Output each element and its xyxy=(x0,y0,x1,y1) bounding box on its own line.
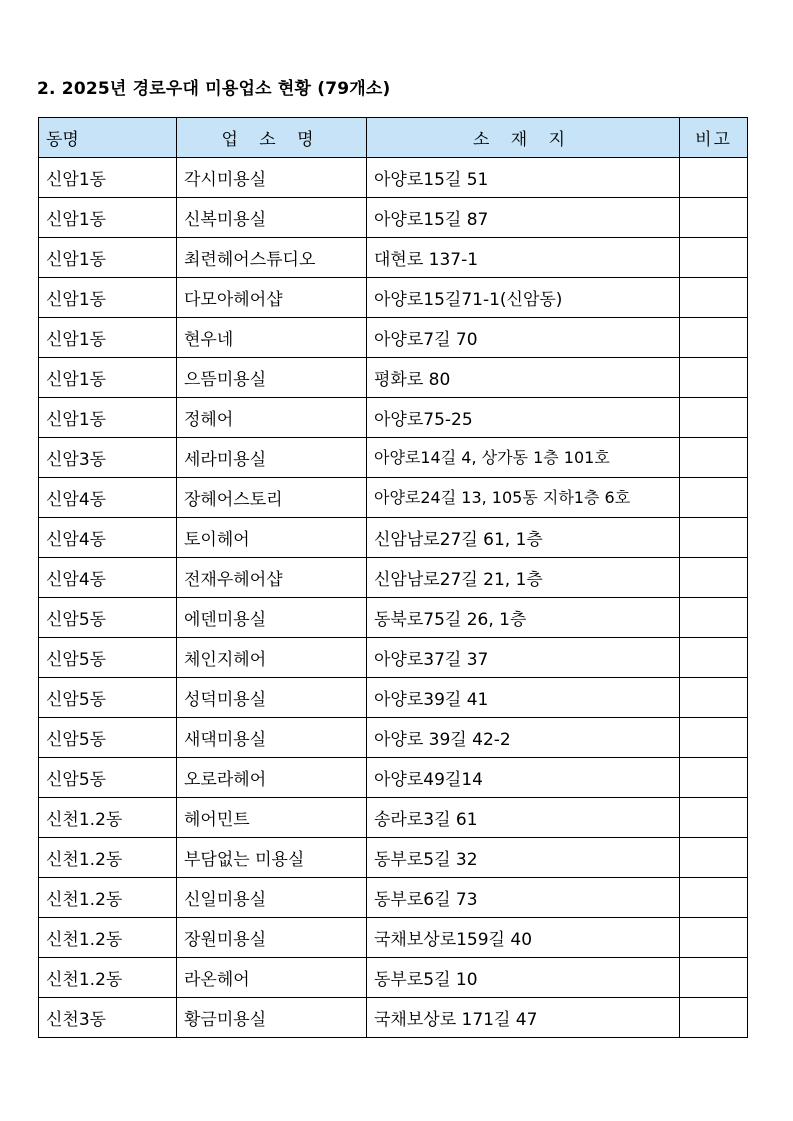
cell-note xyxy=(680,278,748,318)
cell-note xyxy=(680,198,748,238)
table-row xyxy=(39,758,748,798)
table-row xyxy=(39,318,748,358)
cell-dong: 신천1.2동 xyxy=(39,958,177,998)
cell-note xyxy=(680,158,748,198)
cell-shop-name: 오로라헤어 xyxy=(177,758,367,798)
cell-shop-name: 신일미용실 xyxy=(177,878,367,918)
cell-dong: 신천1.2동 xyxy=(39,878,177,918)
cell-address: 신암남로27길 21, 1층 xyxy=(367,558,680,598)
cell-address: 평화로 80 xyxy=(367,358,680,398)
table-row xyxy=(39,718,748,758)
cell-address: 국채보상로 171길 47 xyxy=(367,998,680,1038)
cell-shop-name: 장원미용실 xyxy=(177,918,367,958)
cell-note xyxy=(680,478,748,518)
cell-note xyxy=(680,318,748,358)
cell-dong: 신암5동 xyxy=(39,718,177,758)
cell-address: 아양로14길 4, 상가동 1층 101호 xyxy=(367,438,680,478)
table-row xyxy=(39,678,748,718)
cell-dong: 신암1동 xyxy=(39,398,177,438)
cell-shop-name: 다모아헤어샵 xyxy=(177,278,367,318)
cell-shop-name: 현우네 xyxy=(177,318,367,358)
header-row xyxy=(39,118,748,158)
cell-shop-name: 황금미용실 xyxy=(177,998,367,1038)
cell-dong: 신천1.2동 xyxy=(39,798,177,838)
cell-note xyxy=(680,598,748,638)
cell-dong: 신암4동 xyxy=(39,558,177,598)
cell-dong: 신암1동 xyxy=(39,278,177,318)
table-row xyxy=(39,878,748,918)
cell-shop-name: 전재우헤어샵 xyxy=(177,558,367,598)
column-header-dong: 동명 xyxy=(39,118,177,158)
cell-dong: 신암1동 xyxy=(39,238,177,278)
cell-address: 아양로75-25 xyxy=(367,398,680,438)
cell-shop-name: 으뜸미용실 xyxy=(177,358,367,398)
cell-shop-name: 최련헤어스튜디오 xyxy=(177,238,367,278)
cell-address: 아양로7길 70 xyxy=(367,318,680,358)
cell-address: 동부로5길 10 xyxy=(367,958,680,998)
cell-dong: 신암5동 xyxy=(39,638,177,678)
cell-shop-name: 각시미용실 xyxy=(177,158,367,198)
cell-note xyxy=(680,878,748,918)
cell-note xyxy=(680,838,748,878)
cell-address: 아양로39길 41 xyxy=(367,678,680,718)
table-row xyxy=(39,158,748,198)
cell-note xyxy=(680,438,748,478)
cell-address: 아양로24길 13, 105동 지하1층 6호 xyxy=(367,478,680,518)
cell-dong: 신암4동 xyxy=(39,478,177,518)
cell-dong: 신암5동 xyxy=(39,678,177,718)
table-row xyxy=(39,198,748,238)
table-body xyxy=(39,158,748,1038)
cell-shop-name: 체인지헤어 xyxy=(177,638,367,678)
cell-shop-name: 성덕미용실 xyxy=(177,678,367,718)
cell-shop-name: 토이헤어 xyxy=(177,518,367,558)
cell-dong: 신암1동 xyxy=(39,358,177,398)
cell-address: 아양로 39길 42-2 xyxy=(367,718,680,758)
cell-address: 송라로3길 61 xyxy=(367,798,680,838)
cell-note xyxy=(680,398,748,438)
cell-dong: 신암1동 xyxy=(39,318,177,358)
cell-note xyxy=(680,238,748,278)
cell-shop-name: 신복미용실 xyxy=(177,198,367,238)
table-row xyxy=(39,278,748,318)
cell-address: 동북로75길 26, 1층 xyxy=(367,598,680,638)
cell-address: 대현로 137-1 xyxy=(367,238,680,278)
cell-note xyxy=(680,798,748,838)
cell-address: 아양로37길 37 xyxy=(367,638,680,678)
cell-note xyxy=(680,918,748,958)
barbershop-table xyxy=(38,117,748,1038)
table-row xyxy=(39,798,748,838)
cell-address: 동부로5길 32 xyxy=(367,838,680,878)
cell-address: 아양로15길 51 xyxy=(367,158,680,198)
cell-shop-name: 부담없는 미용실 xyxy=(177,838,367,878)
cell-note xyxy=(680,678,748,718)
cell-address: 아양로49길14 xyxy=(367,758,680,798)
cell-note xyxy=(680,638,748,678)
cell-shop-name: 에덴미용실 xyxy=(177,598,367,638)
table-row xyxy=(39,958,748,998)
cell-shop-name: 세라미용실 xyxy=(177,438,367,478)
cell-shop-name: 정헤어 xyxy=(177,398,367,438)
cell-dong: 신암3동 xyxy=(39,438,177,478)
table-row xyxy=(39,398,748,438)
cell-address: 신암남로27길 61, 1층 xyxy=(367,518,680,558)
table-row xyxy=(39,478,748,518)
cell-dong: 신암5동 xyxy=(39,758,177,798)
cell-note xyxy=(680,958,748,998)
cell-address: 아양로15길71-1(신암동) xyxy=(367,278,680,318)
cell-shop-name: 헤어민트 xyxy=(177,798,367,838)
column-header-name: 업 소 명 xyxy=(177,118,367,158)
cell-dong: 신천1.2동 xyxy=(39,838,177,878)
cell-note xyxy=(680,558,748,598)
column-header-note: 비고 xyxy=(680,118,748,158)
cell-note xyxy=(680,758,748,798)
cell-note xyxy=(680,718,748,758)
cell-shop-name: 장헤어스토리 xyxy=(177,478,367,518)
cell-shop-name: 라온헤어 xyxy=(177,958,367,998)
table-row xyxy=(39,358,748,398)
table-row xyxy=(39,518,748,558)
cell-dong: 신암4동 xyxy=(39,518,177,558)
cell-note xyxy=(680,358,748,398)
table-row xyxy=(39,918,748,958)
cell-dong: 신암1동 xyxy=(39,198,177,238)
cell-dong: 신천3동 xyxy=(39,998,177,1038)
table-row xyxy=(39,558,748,598)
table-row xyxy=(39,598,748,638)
cell-note xyxy=(680,998,748,1038)
table-row xyxy=(39,838,748,878)
table-row xyxy=(39,998,748,1038)
cell-address: 국채보상로159길 40 xyxy=(367,918,680,958)
table-row xyxy=(39,238,748,278)
page-title: 2. 2025년 경로우대 미용업소 현황 (79개소) xyxy=(37,79,391,99)
cell-shop-name: 새댁미용실 xyxy=(177,718,367,758)
cell-address: 아양로15길 87 xyxy=(367,198,680,238)
cell-dong: 신암1동 xyxy=(39,158,177,198)
cell-note xyxy=(680,518,748,558)
cell-address: 동부로6길 73 xyxy=(367,878,680,918)
column-header-address: 소 재 지 xyxy=(367,118,680,158)
cell-dong: 신천1.2동 xyxy=(39,918,177,958)
table-row xyxy=(39,638,748,678)
cell-dong: 신암5동 xyxy=(39,598,177,638)
table-header xyxy=(39,118,748,158)
table-row xyxy=(39,438,748,478)
